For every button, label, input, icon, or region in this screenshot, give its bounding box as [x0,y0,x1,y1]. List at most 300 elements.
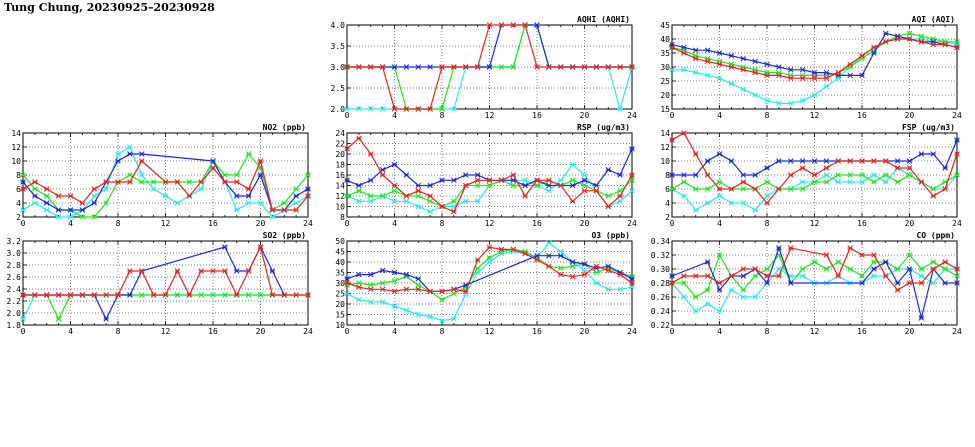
data-point-blue [356,272,361,277]
data-point-red [741,67,746,72]
data-point-blue [883,260,888,265]
data-point-blue [80,208,85,213]
y-tick-label: 50 [335,237,345,246]
data-point-green [907,173,912,178]
x-tick-label: 4 [717,111,722,120]
data-point-blue [116,159,121,164]
data-point-blue [416,276,421,281]
y-tick-label: 0.30 [650,265,670,274]
data-point-blue [776,65,781,70]
data-point-blue [741,173,746,178]
data-point-green [594,270,599,275]
x-tick-label: 12 [809,111,820,120]
data-point-red [116,293,121,298]
data-point-green [895,267,900,272]
data-point-red [499,178,504,183]
series-line-blue [23,247,284,319]
y-tick-label: 15 [335,310,345,320]
data-point-blue [463,173,468,178]
data-point-cyan [570,162,575,167]
chart-title: FSP (ug/m3) [902,123,955,132]
data-point-red [824,253,829,258]
data-point-red [582,188,587,193]
data-point-green [380,194,385,199]
data-point-red [693,56,698,61]
series-line-red [672,133,957,203]
data-point-blue [594,183,599,188]
x-tick-label: 12 [160,327,171,336]
y-tick-label: 10 [660,157,670,166]
data-point-green [570,264,575,269]
data-point-red [368,65,373,70]
data-point-blue [765,62,770,67]
data-point-red [558,65,563,70]
chart-title: AQI (AQI) [911,15,955,24]
data-point-red [404,287,409,292]
data-point-red [32,180,37,185]
data-point-green [848,267,853,272]
data-point-green [765,267,770,272]
data-point-blue [523,183,528,188]
data-point-red [463,183,468,188]
data-point-blue [44,201,49,206]
data-point-cyan [800,98,805,103]
x-tick-label: 4 [68,219,73,228]
data-point-blue [800,67,805,72]
data-point-cyan [717,194,722,199]
data-point-blue [895,281,900,286]
x-tick-label: 16 [857,111,867,120]
data-point-blue [428,183,433,188]
data-point-blue [693,173,698,178]
data-point-red [594,65,599,70]
data-point-red [883,159,888,164]
y-tick-label: 0.32 [650,251,670,260]
y-tick-label: 14 [335,181,345,191]
data-point-red [234,180,239,185]
chart-title: AQHI (AQHI) [577,15,630,24]
data-point-red [44,187,49,192]
y-tick-label: 8 [340,213,345,222]
data-point-blue [546,253,551,258]
data-point-red [860,53,865,58]
data-point-green [294,187,299,192]
chart-so2 [7,231,313,336]
data-point-cyan [558,249,563,254]
data-point-green [56,317,61,322]
data-point-red [753,70,758,75]
data-point-blue [919,152,924,157]
data-point-green [139,180,144,185]
x-tick-label: 0 [20,219,26,228]
data-point-green [558,266,563,271]
y-tick-label: 25 [335,289,345,299]
data-point-blue [729,159,734,164]
data-point-green [392,279,397,284]
x-tick-label: 16 [532,111,542,120]
x-tick-label: 8 [115,327,121,336]
data-point-cyan [294,201,299,206]
data-point-blue [907,159,912,164]
data-point-red [681,51,686,56]
data-point-cyan [618,287,623,292]
x-tick-label: 20 [579,111,590,120]
data-point-red [56,293,61,298]
data-point-blue [234,269,239,274]
y-tick-label: 16 [335,171,345,180]
data-point-cyan [487,260,492,265]
data-point-cyan [234,208,239,213]
data-point-cyan [606,287,611,292]
data-point-cyan [428,314,433,319]
data-point-blue [729,53,734,58]
x-tick-label: 12 [484,111,495,120]
data-point-red [582,272,587,277]
data-point-red [606,204,611,209]
data-point-red [788,173,793,178]
data-point-red [765,201,770,206]
data-point-blue [681,45,686,50]
data-point-red [729,65,734,70]
data-point-blue [883,31,888,36]
y-tick-label: 1.8 [6,321,21,330]
data-point-green [765,180,770,185]
data-point-red [294,208,299,213]
data-point-blue [56,208,61,213]
y-tick-label: 2.2 [6,297,21,306]
data-point-green [919,267,924,272]
data-point-blue [717,51,722,56]
data-point-red [788,76,793,81]
data-point-cyan [368,300,373,305]
data-point-cyan [800,180,805,185]
data-point-cyan [416,204,421,209]
data-point-red [175,269,180,274]
data-point-green [282,201,287,206]
data-point-red [32,293,37,298]
data-point-green [416,194,421,199]
data-point-cyan [92,194,97,199]
data-point-green [848,173,853,178]
x-tick-label: 8 [764,219,770,228]
data-point-red [163,293,168,298]
data-point-green [258,293,263,298]
y-tick-label: 35 [660,49,670,58]
data-point-blue [824,70,829,75]
data-point-green [499,65,504,70]
data-point-red [163,180,168,185]
data-point-cyan [127,145,132,150]
chart-title: RSP (ug/m3) [577,123,630,132]
data-point-cyan [594,281,599,286]
data-point-cyan [741,295,746,300]
data-point-red [693,152,698,157]
y-tick-label: 8 [665,171,670,180]
data-point-cyan [404,199,409,204]
data-point-red [511,173,516,178]
data-point-cyan [428,209,433,214]
data-point-cyan [705,302,710,307]
data-point-red [753,187,758,192]
data-point-green [800,267,805,272]
x-tick-label: 8 [439,219,445,228]
data-point-red [594,188,599,193]
y-tick-label: 20 [660,91,670,100]
y-tick-label: 2.0 [6,309,21,318]
data-point-cyan [729,288,734,293]
data-point-cyan [558,178,563,183]
data-point-green [681,180,686,185]
data-point-red [848,62,853,67]
data-point-green [931,187,936,192]
y-tick-label: 4 [665,199,670,208]
data-point-red [693,274,698,279]
data-point-cyan [812,93,817,98]
data-point-red [282,208,287,213]
data-point-cyan [753,295,758,300]
data-point-red [705,274,710,279]
data-point-red [848,159,853,164]
data-point-green [741,288,746,293]
data-point-cyan [871,173,876,178]
data-point-green [139,293,144,298]
x-tick-label: 4 [392,327,397,336]
data-point-cyan [681,194,686,199]
x-tick-label: 24 [952,327,962,336]
data-point-green [151,180,156,185]
data-point-green [693,295,698,300]
data-point-red [931,194,936,199]
data-point-blue [368,272,373,277]
data-point-green [175,293,180,298]
x-tick-label: 20 [579,219,590,228]
data-point-blue [717,152,722,157]
x-tick-label: 12 [809,219,820,228]
y-tick-label: 2 [665,213,670,222]
y-tick-label: 40 [660,35,670,44]
x-tick-label: 12 [809,327,820,336]
data-point-green [368,194,373,199]
data-point-blue [570,183,575,188]
data-point-green [883,173,888,178]
data-point-green [368,283,373,288]
x-tick-label: 8 [439,327,445,336]
data-point-cyan [546,188,551,193]
data-point-blue [475,173,480,178]
y-tick-label: 10 [11,157,21,166]
data-point-blue [681,173,686,178]
data-point-red [104,180,109,185]
y-tick-label: 30 [660,63,670,72]
data-point-red [416,287,421,292]
data-point-blue [848,73,853,78]
data-point-green [871,180,876,185]
data-point-cyan [729,81,734,86]
data-point-cyan [717,309,722,314]
data-point-red [618,194,623,199]
data-point-red [404,194,409,199]
chart-o3 [335,231,637,336]
y-tick-label: 14 [11,129,21,138]
data-point-red [729,274,734,279]
data-point-blue [570,260,575,265]
page-title: Tung Chung, 20230925–20230928 [4,1,215,14]
y-tick-label: 0.34 [650,237,670,246]
data-point-green [511,183,516,188]
chart-fsp [660,123,962,228]
data-point-cyan [848,180,853,185]
data-point-blue [92,201,97,206]
data-point-blue [546,183,551,188]
chart-no2 [11,123,313,228]
data-point-red [848,246,853,251]
y-tick-label: 18 [335,160,345,170]
x-tick-label: 20 [904,327,915,336]
y-tick-label: 20 [335,300,345,309]
data-point-blue [693,48,698,53]
data-point-red [175,180,180,185]
data-point-blue [776,159,781,164]
data-point-green [860,173,865,178]
x-tick-label: 0 [344,219,350,228]
data-point-green [356,281,361,286]
y-tick-label: 2.4 [6,285,21,294]
data-point-cyan [693,309,698,314]
x-tick-label: 16 [208,219,218,228]
x-tick-label: 24 [627,327,637,336]
x-tick-label: 12 [160,219,171,228]
data-point-blue [753,173,758,178]
y-tick-label: 3.0 [6,249,21,258]
data-point-red [380,287,385,292]
data-point-cyan [765,194,770,199]
data-point-blue [800,159,805,164]
data-point-red [558,183,563,188]
data-point-red [282,293,287,298]
y-tick-label: 8 [16,171,21,180]
x-tick-label: 0 [344,111,350,120]
data-point-red [428,194,433,199]
data-point-green [871,260,876,265]
data-point-red [416,188,421,193]
x-tick-label: 0 [669,327,675,336]
y-tick-label: 6 [16,185,21,194]
data-point-red [907,281,912,286]
y-tick-label: 25 [660,77,670,86]
data-point-green [246,293,251,298]
data-point-red [582,65,587,70]
data-point-red [776,187,781,192]
data-point-red [570,65,575,70]
x-tick-label: 24 [303,327,313,336]
data-point-red [92,293,97,298]
y-tick-label: 0.22 [650,321,670,330]
data-point-green [211,293,216,298]
data-point-cyan [582,173,587,178]
data-point-cyan [416,312,421,317]
data-point-cyan [163,194,168,199]
data-point-blue [788,159,793,164]
data-point-blue [368,178,373,183]
y-tick-label: 0.24 [650,307,670,316]
data-point-blue [931,152,936,157]
data-point-green [234,173,239,178]
x-tick-label: 12 [484,219,495,228]
x-tick-label: 4 [68,327,73,336]
data-point-red [943,42,948,47]
data-point-green [943,267,948,272]
data-point-blue [812,159,817,164]
data-point-blue [246,194,251,199]
x-tick-label: 12 [484,327,495,336]
data-point-red [68,293,73,298]
data-point-cyan [705,73,710,78]
data-point-blue [234,194,239,199]
data-point-red [187,194,192,199]
y-tick-label: 2.8 [6,261,21,270]
data-point-red [753,267,758,272]
data-point-red [717,62,722,67]
y-tick-label: 45 [335,247,345,257]
x-tick-label: 24 [303,219,313,228]
data-point-red [368,287,373,292]
data-point-blue [428,65,433,70]
y-tick-label: 14 [660,129,670,138]
data-point-blue [705,48,710,53]
data-point-red [294,293,299,298]
data-point-red [943,260,948,265]
data-point-red [860,159,865,164]
data-point-red [919,180,924,185]
data-point-cyan [753,208,758,213]
data-point-green [475,183,480,188]
data-point-red [234,293,239,298]
data-point-blue [705,159,710,164]
data-point-green [919,34,924,39]
data-point-red [824,76,829,81]
data-point-green [824,180,829,185]
data-point-red [919,39,924,44]
data-point-red [741,267,746,272]
data-point-green [451,199,456,204]
data-point-green [895,180,900,185]
x-tick-label: 4 [717,219,722,228]
y-tick-label: 22 [335,139,345,149]
data-point-blue [451,178,456,183]
data-point-blue [294,194,299,199]
data-point-red [570,274,575,279]
data-point-green [222,173,227,178]
y-tick-label: 2.0 [330,105,345,114]
y-tick-label: 15 [660,105,670,114]
data-point-cyan [258,201,263,206]
data-point-blue [127,293,132,298]
data-point-green [788,187,793,192]
x-tick-label: 0 [669,219,675,228]
data-point-red [812,173,817,178]
data-point-cyan [356,199,361,204]
data-point-green [705,187,710,192]
data-point-red [356,65,361,70]
y-tick-label: 2 [16,213,21,222]
data-point-red [139,159,144,164]
data-point-red [222,180,227,185]
data-point-red [246,269,251,274]
data-point-red [127,180,132,185]
y-tick-label: 2.5 [330,84,345,93]
data-point-green [451,291,456,296]
data-point-green [812,260,817,265]
